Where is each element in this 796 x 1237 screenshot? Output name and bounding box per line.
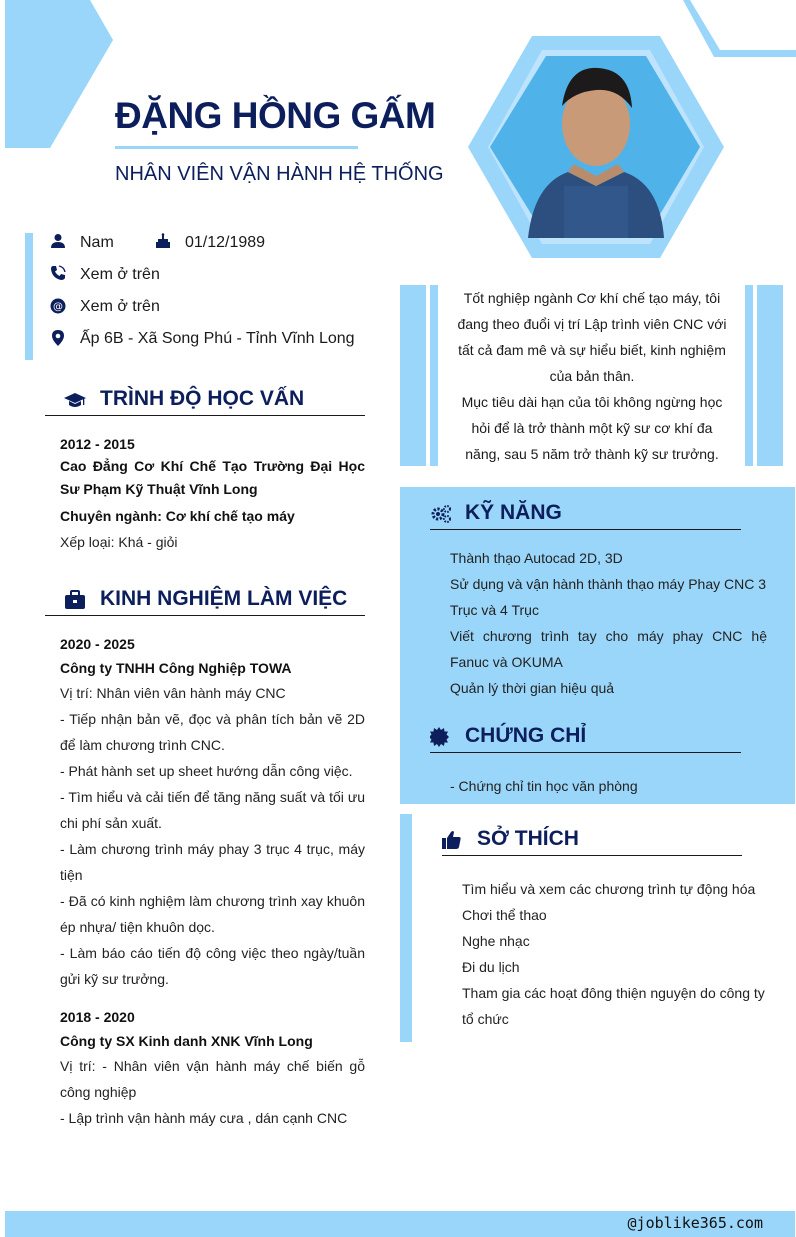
job-detail: - Tiếp nhận bản vẽ, đọc và phân tích bản vẽ 2D để làm chương trình CNC.: [60, 711, 365, 753]
briefcase-icon: [64, 590, 86, 610]
contact-accent-bar: [25, 233, 33, 360]
candidate-name: ĐẶNG HỒNG GẤM: [115, 95, 436, 136]
certificate-badge-icon: [430, 727, 452, 747]
skills-divider: [430, 529, 741, 530]
svg-text:@: @: [53, 301, 63, 313]
job-detail: Vị trí: Nhân viên vân hành máy CNC: [60, 685, 286, 701]
email-icon: [50, 298, 66, 314]
hobby-item: Chơi thể thao: [462, 907, 547, 923]
hobbies-accent-bar: [400, 814, 412, 1042]
address-value: Ấp 6B - Xã Song Phú - Tỉnh Vĩnh Long: [80, 330, 355, 347]
email-value: Xem ở trên: [80, 298, 160, 315]
footer-site-link[interactable]: @joblike365.com: [627, 1214, 763, 1232]
hobby-item: Nghe nhạc: [462, 933, 530, 949]
intro-accent-bar: [757, 285, 783, 466]
skills-heading: KỸ NĂNG: [465, 501, 562, 524]
job-detail: - Làm báo cáo tiến độ công việc theo ngày/tuần gửi kỹ sư trưởng.: [60, 945, 365, 987]
hobby-item: Đi du lịch: [462, 959, 520, 975]
user-icon: [50, 233, 66, 249]
skill-item: Viết chương trình tay cho máy phay CNC hệ Fanuc và OKUMA: [450, 628, 767, 670]
job-company: Công ty TNHH Công Nghiệp TOWA: [60, 660, 292, 676]
career-objective: [455, 285, 729, 467]
thumbs-up-icon: [442, 830, 464, 850]
intro-accent-bar: [430, 285, 438, 466]
job-detail: - Tìm hiểu và cải tiến để tăng năng suất và tối ưu chi phí sản xuất.: [60, 789, 365, 831]
job-period: 2020 - 2025: [60, 636, 135, 652]
skill-item: Sử dụng và vận hành thành thạo máy Phay CNC 3 Trục và 4 Trục: [450, 576, 767, 618]
intro-accent-bar: [745, 285, 753, 466]
phone-icon: [50, 265, 66, 281]
job-detail: - Lập trình vận hành máy cưa , dán cạnh CNC: [60, 1110, 348, 1126]
job-detail: - Làm chương trình máy phay 3 trục 4 trục, máy tiện: [60, 841, 365, 883]
education-heading: TRÌNH ĐỘ HỌC VẤN: [100, 387, 305, 410]
phone-value: Xem ở trên: [80, 266, 160, 283]
job-period: 2018 - 2020: [60, 1009, 135, 1025]
candidate-position: NHÂN VIÊN VẬN HÀNH HỆ THỐNG: [115, 163, 444, 185]
education-divider: [45, 415, 365, 416]
certificate-item: - Chứng chỉ tin học văn phòng: [450, 778, 638, 794]
objective-paragraph: Mục tiêu dài hạn của tôi không ngừng học hỏi để là trở thành một kỹ sư cơ khí đa năng, sau 5 năm trở thành kỹ sư trưởng.: [461, 394, 723, 462]
education-grade: Xếp loại: Khá - giỏi: [60, 534, 178, 550]
experience-divider: [45, 615, 365, 616]
birthday-cake-icon: [155, 233, 171, 249]
birthday-value: 01/12/1989: [185, 234, 266, 251]
skill-item: Thành thạo Autocad 2D, 3D: [450, 550, 623, 566]
hobby-item: Tìm hiểu và xem các chương trình tự động hóa: [462, 881, 756, 897]
location-pin-icon: [50, 330, 66, 346]
experience-heading: KINH NGHIỆM LÀM VIỆC: [100, 587, 348, 610]
hobby-item: Tham gia các hoạt đông thiện nguyện do công ty tổ chức: [462, 985, 765, 1027]
hobbies-divider: [442, 855, 742, 856]
hobbies-heading: SỞ THÍCH: [477, 827, 579, 850]
certificates-divider: [430, 752, 741, 753]
decor-corner-shape: [5, 0, 113, 148]
job-detail: - Đã có kinh nghiệm làm chương trình xay khuôn ép nhựa/ tiện khuôn dọc.: [60, 893, 365, 935]
education-school: Cao Đẳng Cơ Khí Chế Tạo Trường Đại Học Sư Phạm Kỹ Thuật Vĩnh Long: [60, 458, 365, 497]
education-major: Chuyên ngành: Cơ khí chế tạo máy: [60, 508, 295, 524]
gender-value: Nam: [80, 234, 114, 251]
graduation-cap-icon: [64, 390, 86, 410]
job-detail: Vị trí: - Nhân viên vận hành máy chế biến gỗ công nghiệp: [60, 1058, 365, 1100]
name-underline: [115, 146, 358, 149]
job-company: Công ty SX Kinh danh XNK Vĩnh Long: [60, 1033, 313, 1049]
job-detail: - Phát hành set up sheet hướng dẫn công việc.: [60, 763, 353, 779]
gears-icon: [430, 504, 452, 524]
skill-item: Quản lý thời gian hiệu quả: [450, 680, 615, 696]
intro-accent-bar: [400, 285, 426, 466]
objective-paragraph: Tốt nghiệp ngành Cơ khí chế tạo máy, tôi đang theo đuổi vị trí Lập trình viên CNC với tất cả đam mê và sự hiểu biết, kinh nghiệm của bản thân.: [457, 290, 727, 384]
certificates-heading: CHỨNG CHỈ: [465, 724, 587, 747]
footer-bar: [5, 1211, 795, 1237]
education-period: 2012 - 2015: [60, 436, 135, 452]
profile-photo: [468, 36, 724, 258]
